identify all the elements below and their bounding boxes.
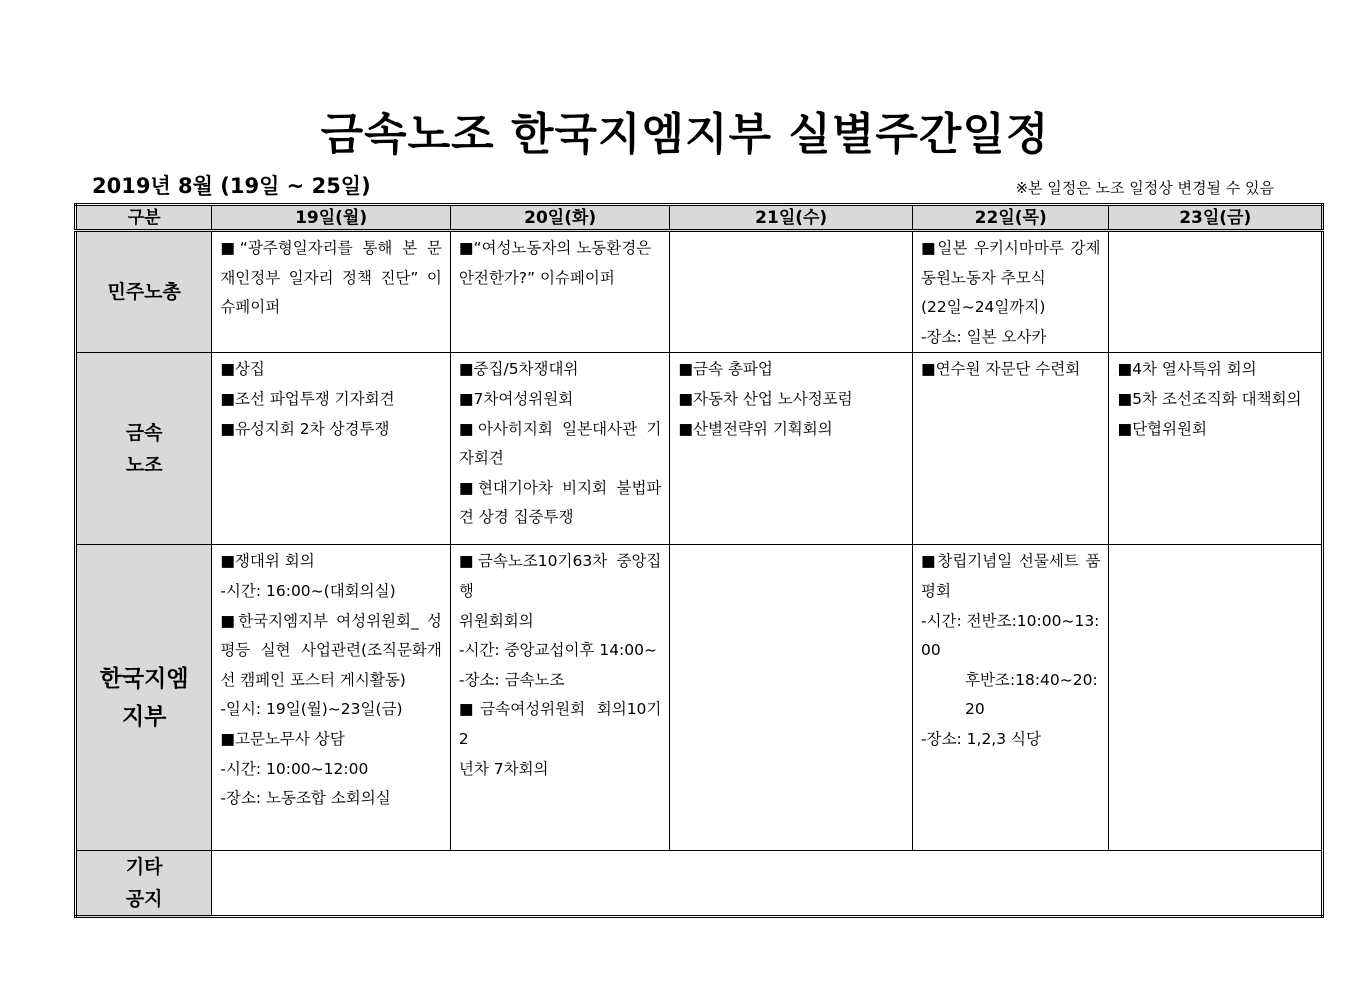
schedule-entry: ■단협위원회 <box>1117 419 1207 438</box>
schedule-entry: ■연수원 자문단 수련회 <box>920 360 1081 379</box>
schedule-cell-kctu-fri <box>1109 231 1323 353</box>
schedule-period: 2019년 8월 (19일 ~ 25일) <box>92 174 371 198</box>
schedule-entry: -장소: 금속노조 <box>458 670 565 689</box>
schedule-cell-kctu-thu <box>912 231 1108 353</box>
schedule-entry: 안전한가?” 이슈페이퍼 <box>458 268 615 287</box>
row-label-line: 한국지엠 <box>99 665 189 692</box>
schedule-entry: ■조선 파업투쟁 기자회견 <box>220 389 395 408</box>
schedule-cell-kmwu-mon <box>212 353 451 545</box>
weekly-schedule-table <box>74 203 1324 918</box>
schedule-entry: ■4차 열사특위 회의 <box>1117 360 1257 379</box>
schedule-entry: ■한국지엠지부 여성위원회_ 성 <box>220 611 442 630</box>
schedule-entry: ■쟁대위 회의 <box>220 552 315 571</box>
schedule-entry: 위원회회의 <box>458 611 534 630</box>
schedule-cell-kmwu-fri <box>1109 353 1323 545</box>
schedule-entry: -시간: 10:00~12:00 <box>220 759 369 778</box>
schedule-cell-gm-korea-fri <box>1109 545 1323 851</box>
column-header-thu: 22일(목) <box>912 205 1108 231</box>
schedule-cell-gm-korea-mon <box>212 545 451 851</box>
row-label-line: 민주노총 <box>107 281 181 304</box>
column-header-wed: 21일(수) <box>670 205 913 231</box>
table-row-other-notice <box>76 851 1323 917</box>
schedule-entry: ■창립기념일 선물세트 품 <box>920 552 1101 571</box>
column-header-mon: 19일(월) <box>212 205 451 231</box>
schedule-entry: ■7차여성위원회 <box>458 389 574 408</box>
other-notice-cell <box>212 851 1323 917</box>
row-label-kctu <box>76 231 212 353</box>
schedule-cell-gm-korea-wed <box>670 545 913 851</box>
schedule-cell-kctu-tue <box>450 231 670 353</box>
schedule-entry: 동원노동자 추모식 <box>920 268 1046 287</box>
schedule-entry: -장소: 1,2,3 식당 <box>920 729 1041 748</box>
schedule-cell-gm-korea-tue <box>450 545 670 851</box>
schedule-entry: ■유성지회 2차 상경투쟁 <box>220 419 390 438</box>
schedule-entry: ■중집/5차쟁대위 <box>458 360 579 379</box>
schedule-entry: 평등 실현 사업관련(조직문화개 <box>220 641 442 660</box>
schedule-entry: 자회견 <box>458 449 504 468</box>
schedule-entry: ■현대기아차 비지회 불법파 <box>458 478 662 497</box>
schedule-entry: ■일본 우키시마마루 강제 <box>920 239 1101 257</box>
schedule-cell-kctu-mon <box>212 231 451 353</box>
schedule-entry: ■자동차 산업 노사정포럼 <box>678 389 853 408</box>
row-label-line: 노조 <box>125 453 163 476</box>
schedule-entry: ■“여성노동자의 노동환경은 <box>458 239 652 257</box>
column-header-tue: 20일(화) <box>450 205 670 231</box>
schedule-cell-gm-korea-thu <box>912 545 1108 851</box>
table-row-kctu <box>76 231 1323 353</box>
table-row-kmwu <box>76 353 1323 545</box>
schedule-entry: ■상집 <box>220 360 265 379</box>
schedule-entry: 견 상경 집중투쟁 <box>458 508 574 527</box>
schedule-entry: -장소: 일본 오사카 <box>920 327 1047 346</box>
schedule-entry: 재인정부 일자리 정책 진단” 이 <box>220 268 442 287</box>
schedule-entry: 후반조:18:40~20:20 <box>964 670 1098 719</box>
schedule-entry: 평회 <box>920 581 951 600</box>
row-label-line: 공지 <box>125 888 163 911</box>
schedule-entry: 년차 7차회의 <box>458 759 549 778</box>
table-row-gm-korea <box>76 545 1323 851</box>
row-label-line: 금속 <box>125 421 163 444</box>
column-header-fri: 23일(금) <box>1109 205 1323 231</box>
schedule-cell-kmwu-thu <box>912 353 1108 545</box>
schedule-entry: ■고문노무사 상담 <box>220 729 345 748</box>
schedule-entry: ■금속 총파업 <box>678 360 773 379</box>
row-label-gm-korea <box>76 545 212 851</box>
row-label-other-notice <box>76 851 212 917</box>
page-title: 금속노조 한국지엠지부 실별주간일정 <box>320 109 1050 160</box>
schedule-entry: -시간: 16:00~(대회의실) <box>220 581 396 600</box>
schedule-entry: ■“광주형일자리를 통해 본 문 <box>220 239 442 257</box>
change-notice: ※본 일정은 노조 일정상 변경될 수 있음 <box>1015 179 1274 197</box>
schedule-entry: ■5차 조선조직화 대책회의 <box>1117 389 1302 408</box>
row-label-kmwu <box>76 353 212 545</box>
schedule-entry: -장소: 노동조합 소회의실 <box>220 789 391 808</box>
row-label-line: 지부 <box>121 703 167 730</box>
schedule-entry: ■금속노조10기63차 중앙집행 <box>458 552 662 600</box>
column-header-category: 구분 <box>76 205 212 231</box>
schedule-entry: -시간: 전반조:10:00~13:00 <box>920 611 1100 660</box>
row-label-line: 기타 <box>125 856 163 879</box>
schedule-entry: 슈페이퍼 <box>220 298 281 317</box>
header-row <box>76 205 1323 231</box>
schedule-entry: (22일~24일까지) <box>920 298 1046 317</box>
schedule-cell-kctu-wed <box>670 231 913 353</box>
schedule-entry: ■아사히지회 일본대사관 기 <box>458 419 662 438</box>
schedule-entry: 선 캠페인 포스터 게시활동) <box>220 670 406 689</box>
schedule-cell-kmwu-tue <box>450 353 670 545</box>
schedule-cell-kmwu-wed <box>670 353 913 545</box>
schedule-entry: ■금속여성위원회 회의10기 2 <box>458 700 662 748</box>
schedule-entry: -일시: 19일(월)~23일(금) <box>220 700 403 719</box>
schedule-entry: ■산별전략위 기획회의 <box>678 419 833 438</box>
schedule-entry: -시간: 중앙교섭이후 14:00~ <box>458 641 657 660</box>
